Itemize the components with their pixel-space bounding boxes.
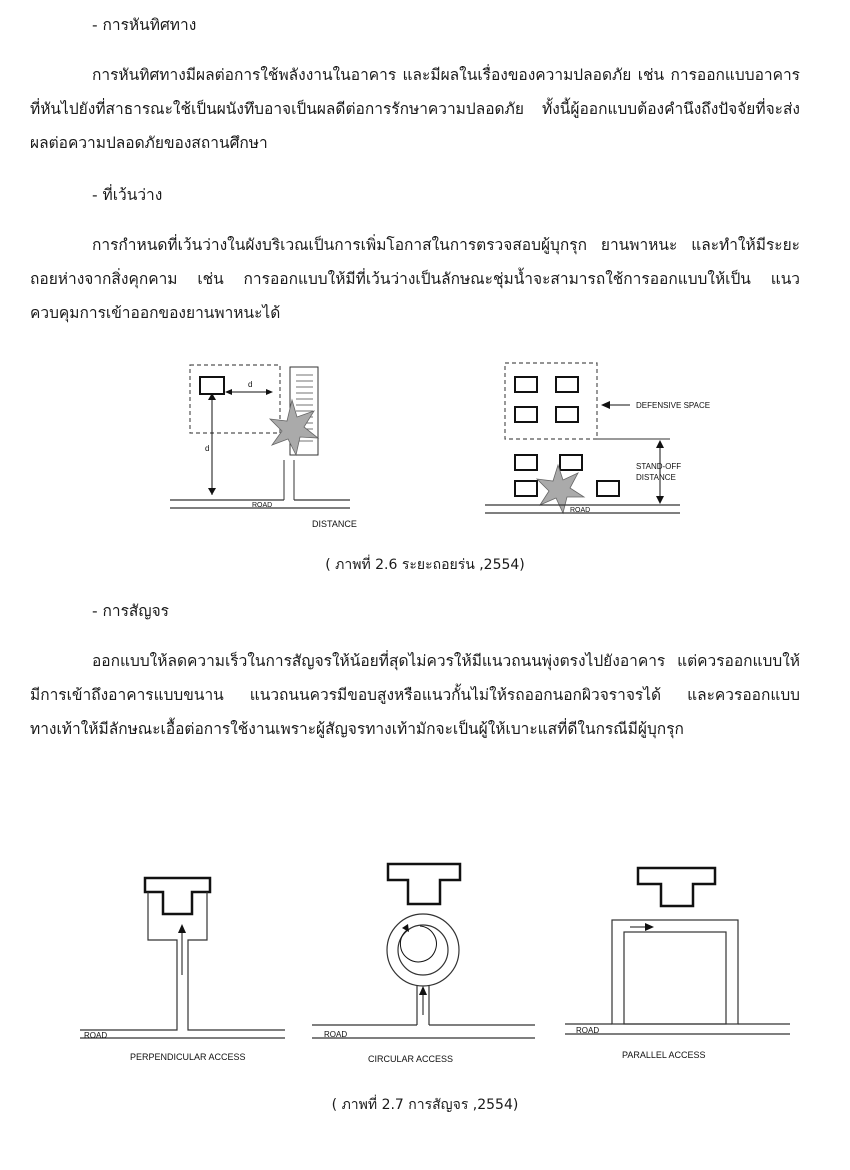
parallel-access-label: PARALLEL ACCESS [622,1050,706,1060]
road-label-left: ROAD [252,502,273,509]
standoff-label-1: STAND-OFF [636,462,682,471]
circular-access-label: CIRCULAR ACCESS [368,1054,454,1064]
paragraph-orientation: การหันทิศทางมีผลต่อการใช้พลังงานในอาคาร และมีผลในเรื่องของความปลอดภัย เช่น การออกแบบอาคารที่หันไปยังที่สาธารณะใช้เป็นผนังทึบอาจเป็นผลดีต่อการรักษาความปลอดภัย ทั้งนี้ผู้ออกแบบต้องคำนึงถึงปัจจัยที่จะส่งผลต่อความปลอดภัยของสถานศึกษา [30,66,800,152]
paragraph-traffic: ออกแบบให้ลดความเร็วในการสัญจรให้น้อยที่สุดไม่ควรให้มีแนวถนนพุ่งตรงไปยังอาคาร แต่ควรออกแบบให้มีการเข้าถึงอาคารแบบขนาน แนวถนนควรมีขอบสูงหรือแนวกั้นไม่ให้รถออกนอกผิวจราจรได้ และควรออกแบบทางเท้าให้มีลักษณะเอื้อต่อการใช้งานเพราะผู้สัญจรทางเท้ามักจะเป็นผู้ให้เบาะแสที่ดีในกรณีมีผู้บุกรุก [30,652,800,738]
building-box [200,377,224,394]
figure-traffic-access [0,840,850,1080]
heading-open-space: - ที่เว้นว่าง [92,186,163,204]
perpendicular-access-label: PERPENDICULAR ACCESS [130,1052,246,1062]
dashed-site-boundary [190,365,280,433]
heading-orientation: - การหันทิศทาง [92,16,197,34]
road-label-parallel: ROAD [576,1026,600,1035]
figure-setback-distance [0,345,850,545]
defensive-space-label: DEFENSIVE SPACE [636,401,711,410]
heading-traffic: - การสัญจร [92,602,170,620]
defensive-space-boundary [505,363,597,439]
caption-figure-2-7: ( ภาพที่ 2.7 การสัญจร ,2554) [331,1097,519,1113]
label-d-vertical: d [205,444,210,453]
explosion-star-left [270,400,318,455]
explosion-star-right [537,465,584,513]
paragraph-open-space: การกำหนดที่เว้นว่างในผังบริเวณเป็นการเพิ่มโอกาสในการตรวจสอบผู้บุกรุก ยานพาหนะ และทำให้มีระยะถอยห่างจากสิ่งคุกคาม เช่น การออกแบบให้มีที่เว้นว่างเป็นลักษณะชุ่มน้ำจะสามารถใช้การออกแบบให้เป็น แนวควบคุมการเข้าออกของยานพาหนะได้ [30,236,800,322]
distance-caption: DISTANCE [312,519,357,529]
caption-figure-2-6: ( ภาพที่ 2.6 ระยะถอยร่น ,2554) [325,557,525,573]
label-d-horizontal: d [248,380,253,389]
road-label-right: ROAD [570,507,591,514]
road-label-perpendicular: ROAD [84,1031,108,1040]
road-label-circular: ROAD [324,1030,348,1039]
standoff-label-2: DISTANCE [636,473,676,482]
